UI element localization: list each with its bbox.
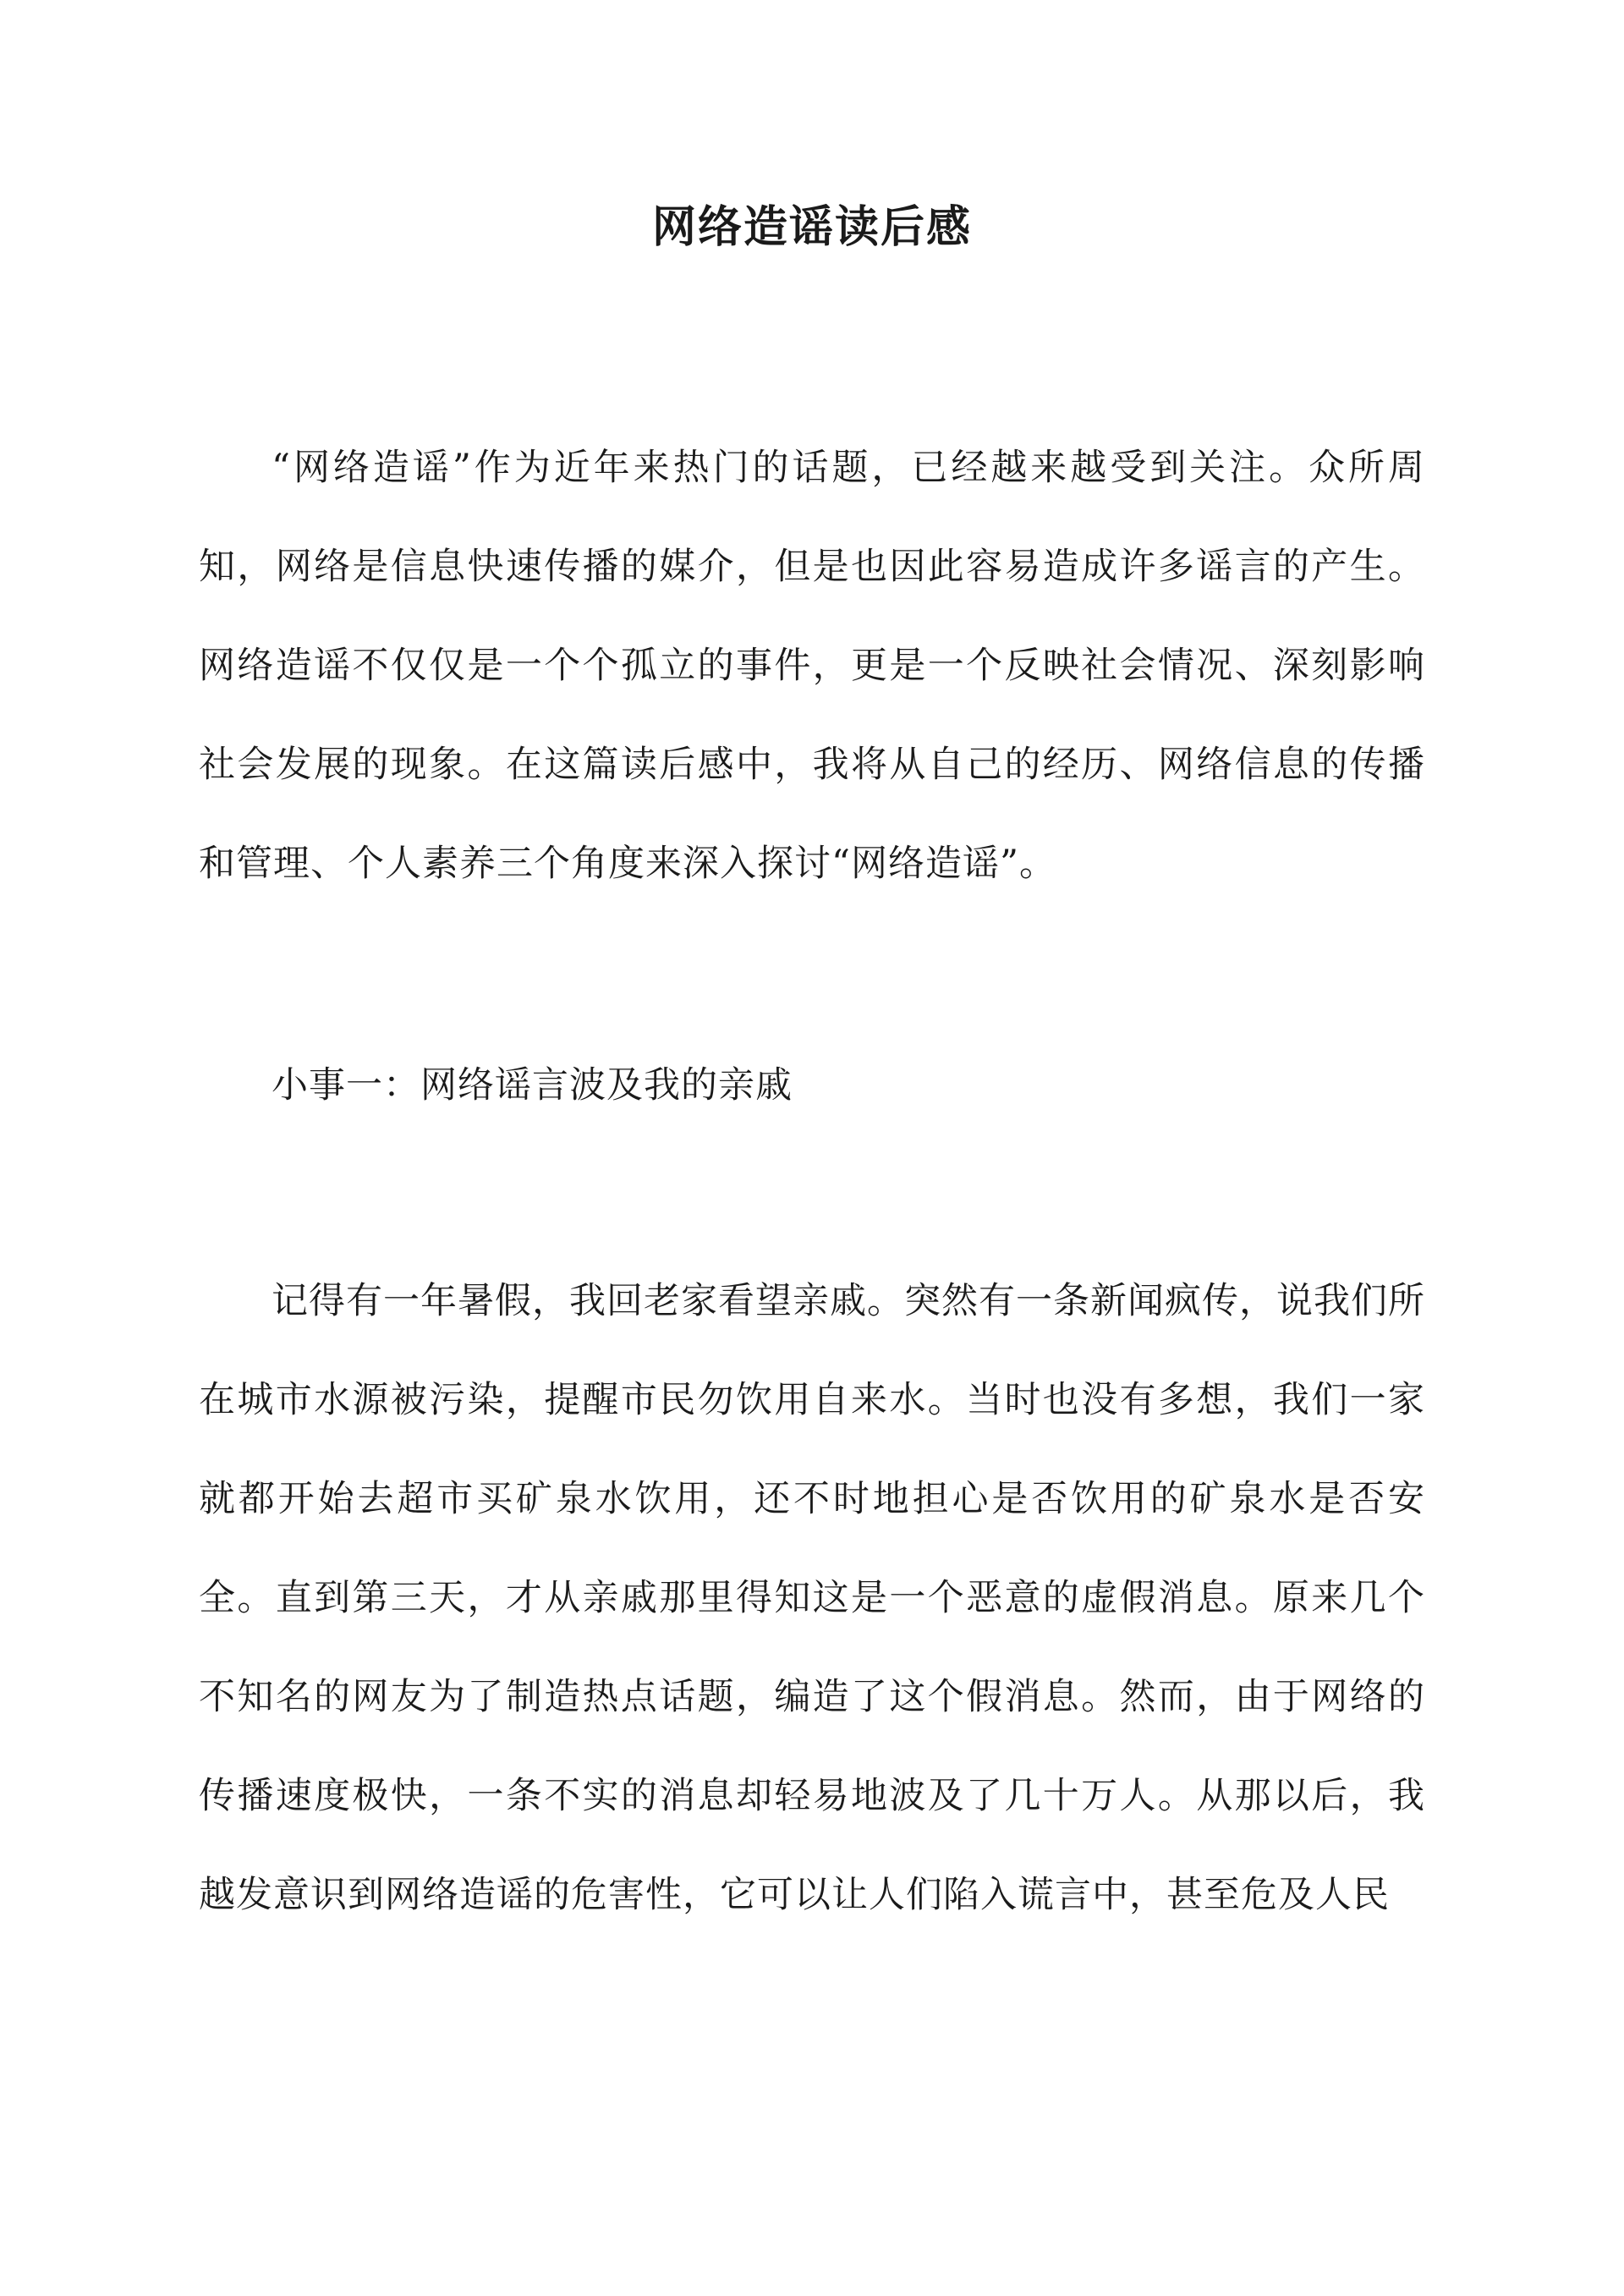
paragraph-story: 记得有一年暑假，我回老家看望亲戚。突然有一条新闻疯传，说我们所在城市水源被污染，提醒市民勿饮用自来水。当时也没有多想，我们一家就都开始去超市买矿泉水饮用，还不时地担心是否饮用的矿泉水是否安全。直到第三天，才从亲戚那里得知这是一个恶意的虚假消息。原来几个不知名的网友为了制造热点话题，编造了这个假消息。然而，由于网络的传播速度极快，一条不实的消息却轻易地波及了几十万人。从那以后，我越发意识到网络造谣的危害性，它可以让人们陷入谎言中，甚至危及人民 — [199, 1280, 1425, 1916]
section-heading: 小事一：网络谣言波及我的亲戚 — [272, 1064, 793, 1107]
page-title: 网络造谣读后感 — [651, 201, 972, 253]
paragraph-intro: “网络造谣”作为近年来热门的话题，已经越来越受到关注。众所周知，网络是信息快速传播的媒介，但是也因此容易造成许多谣言的产生。网络造谣不仅仅是一个个孤立的事件，更是一个反映社会情况、深刻影响社会发展的现象。在这篇读后感中，我将从自己的经历、网络信息的传播和管理、个人素养三个角度来深入探讨“网络造谣”。 — [199, 447, 1425, 885]
